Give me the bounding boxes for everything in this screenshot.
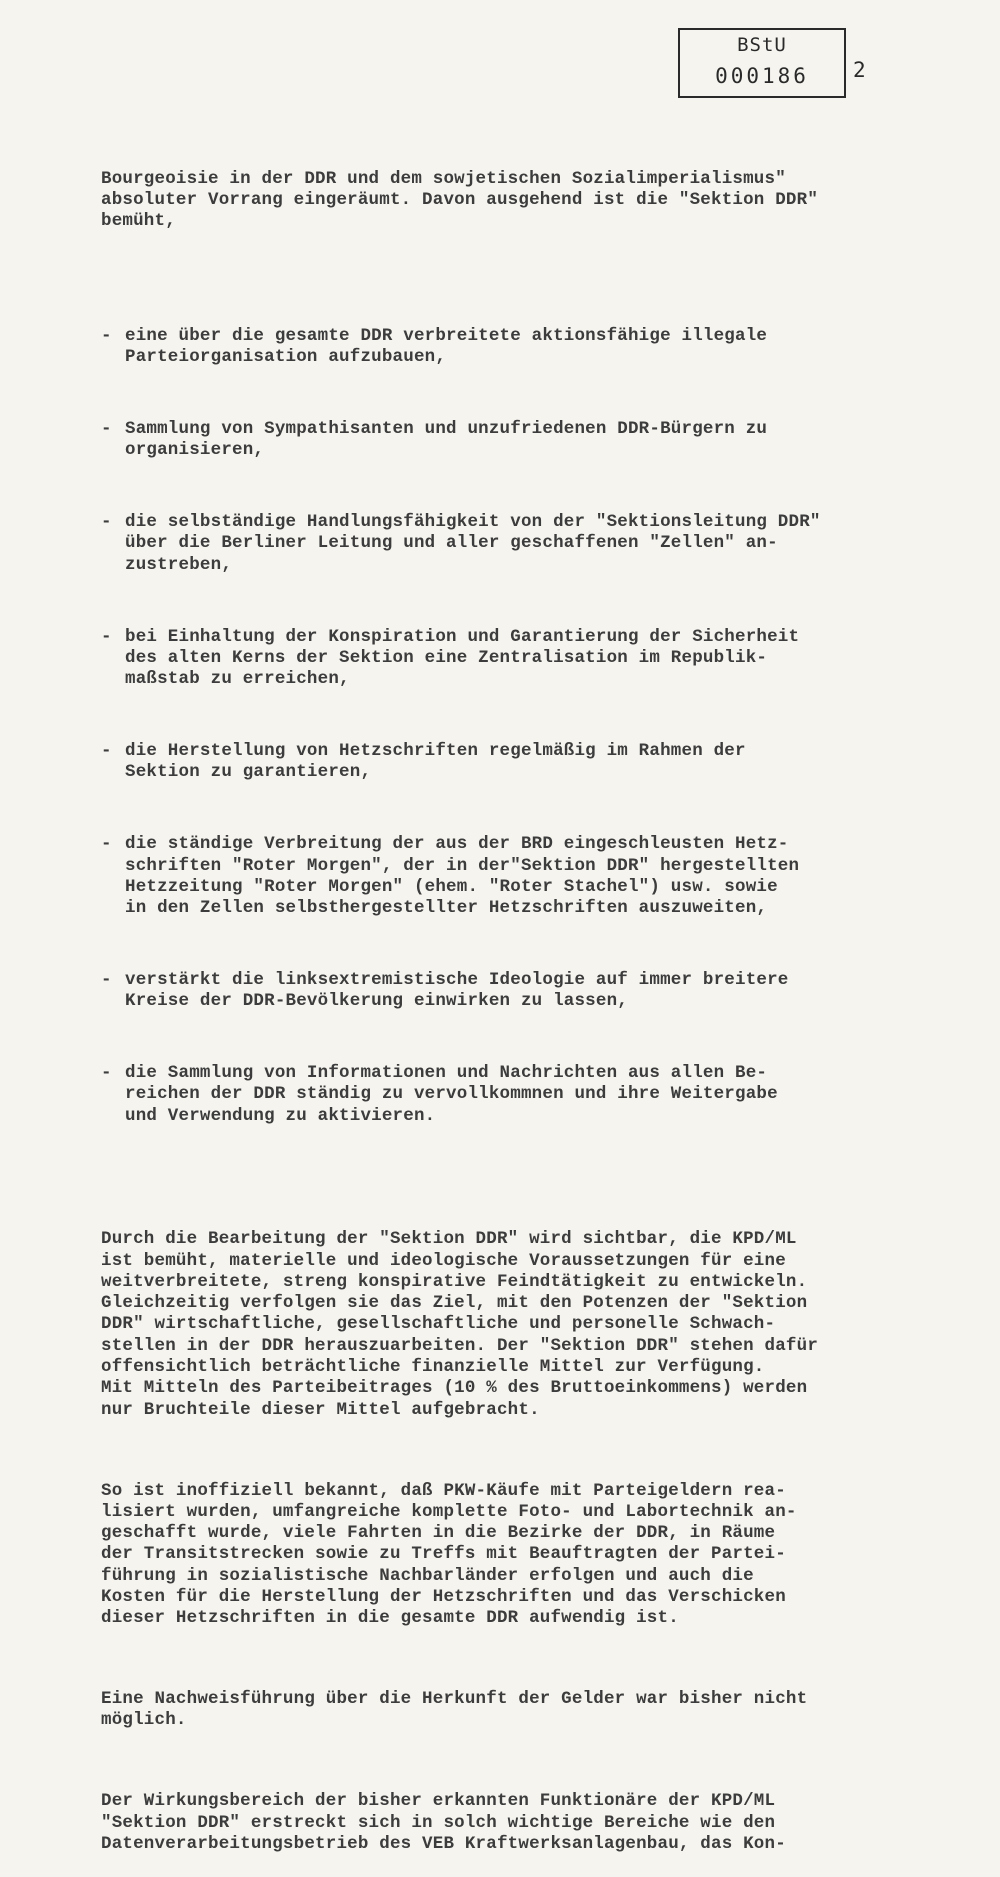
bullet-dash: - [101,418,112,439]
bullet-dash: - [101,626,112,647]
list-item-text: bei Einhaltung der Konspiration und Garantierung der Sicherheit des alten Kerns der Sektion eine Zentralisation im Republik- maßstab zu erreichen, [125,626,800,690]
paragraph-financing: Durch die Bearbeitung der "Sektion DDR" wird sichtbar, die KPD/ML ist bemüht, materielle und ideologische Voraussetzungen für eine weitverbreitete, streng konspirative Feindtätigkeit zu entwickeln. Gleichzeitig verfolgen sie das Ziel, mit den Potenzen der "Sektion DDR" wirtschaftliche, gesellschaftliche und personelle Schwach- stellen in der DDR herauszuarbeiten. Der "Sektion DDR" stehen dafür offensichtlich beträchtliche finanzielle Mittel zur Verfügung. Mit Mitteln des Parteibeitrages (10 % des Bruttoeinkommens) werden nur Bruchteile dieser Mittel aufgebracht. [101,1229,819,1420]
list-item-text: die ständige Verbreitung der aus der BRD eingeschleusten Hetz- schriften "Roter Morgen", der in der"Sektion DDR" hergestellten Hetzzeitung "Roter Morgen" (ehem. "Roter Stachel") usw. sowie in den Zellen selbsthergestellter Hetzschriften auszuweiten, [125,834,800,919]
bullet-dash: - [101,512,112,533]
list-item [101,326,981,369]
paragraph-scope: Der Wirkungsbereich der bisher erkannten Funktionäre der KPD/ML "Sektion DDR" erstreckt sich in solch wichtige Bereiche wie den Datenverarbeitungsbetrieb des VEB Kraftwerksanlagenbau, das Kon- [101,1791,786,1854]
bullet-dash: - [101,1063,112,1084]
list-item [101,627,981,691]
list-item [101,741,981,784]
document-body [101,126,981,1877]
list-item-text: die selbständige Handlungsfähigkeit von der "Sektionsleitung DDR" über die Berliner Leitung und aller geschaffenen "Zellen" an- zustreben, [125,512,821,575]
list-item-text: Sammlung von Sympathisanten und unzufriedenen DDR-Bürgern zu organisieren, [125,418,768,461]
list-item-text: verstärkt die linksextremistische Ideologie auf immer breitere Kreise der DDR-Bevölkerung einwirken zu lassen, [125,969,789,1012]
bullet-dash: - [101,834,112,855]
list-item [101,1063,981,1127]
list-item-text: die Herstellung von Hetzschriften regelmäßig im Rahmen der Sektion zu garantieren, [125,741,746,783]
list-item [101,419,981,462]
list-item [101,512,981,576]
page-number: 2 [853,58,866,82]
bullet-dash: - [101,325,112,346]
bullet-dash: - [101,969,112,990]
list-item-text: eine über die gesamte DDR verbreitete aktionsfähige illegale Parteiorganisation aufzubauen, [125,325,768,367]
list-item-text: die Sammlung von Informationen und Nachrichten aus allen Be- reichen der DDR ständig zu vervollkommnen und ihre Weitergabe und Verwendung zu aktivieren. [125,1063,778,1126]
paragraph-purchases: So ist inoffiziell bekannt, daß PKW-Käufe mit Parteigeldern rea- lisiert wurden, umfangreiche komplette Foto- und Labortechnik an- geschafft wurde, viele Fahrten in die Bezirke der DDR, in Räume der Transitstrecken sowie zu Treffs mit Beauftragten der Partei- führung in sozialistische Nachbarländer erfolgen und auch die Kosten für die Herstellung der Hetzschriften und das Verschicken dieser Hetzschriften in die gesamte DDR aufwendig ist. [101,1480,797,1629]
archive-stamp [678,28,846,98]
paragraph-evidence: Eine Nachweisführung über die Herkunft der Gelder war bisher nicht möglich. [101,1689,808,1731]
stamp-number: 000186 [715,64,809,88]
intro-paragraph: Bourgeoisie in der DDR und dem sowjetischen Sozialimperialismus" absoluter Vorrang eingeräumt. Davon ausgehend ist die "Sektion DDR" bemüht, [101,168,819,232]
bullet-list [101,283,981,1170]
list-item [101,834,981,919]
stamp-org: BStU [737,34,787,56]
bullet-dash: - [101,741,112,762]
list-item [101,970,981,1013]
